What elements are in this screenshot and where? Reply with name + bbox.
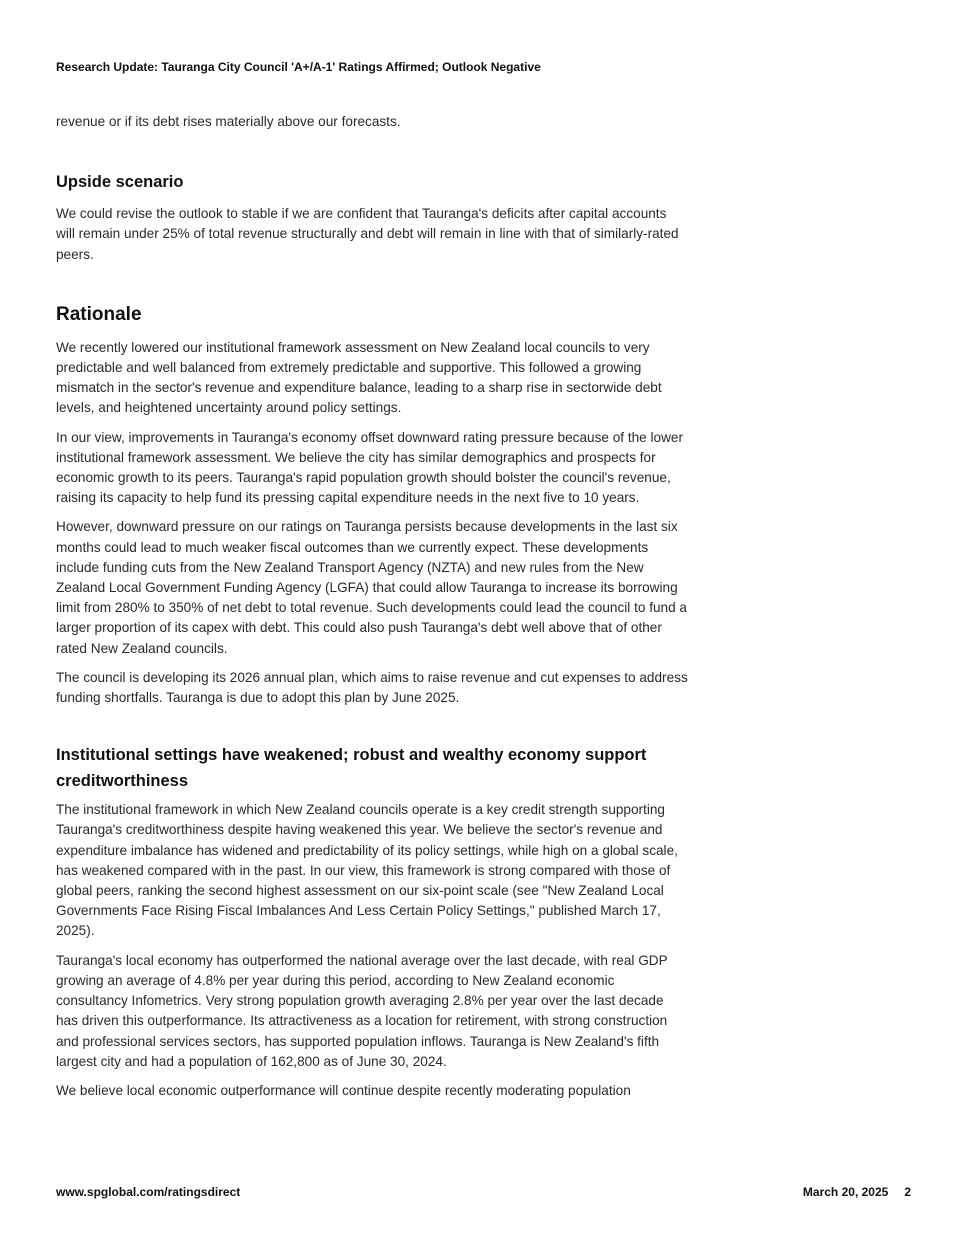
institutional-paragraph: We believe local economic outperformance will continue despite recently moderating population [56,1082,631,1098]
institutional-paragraph: Tauranga's local economy has outperformed the national average over the last decade, with real GDP growing an average of 4.8% per year during this period, according to New Zealand economic consultancy Infometrics. Very strong population growth averaging 2.8% per year over the last decade has driven this outperformance. Its attractiveness as a location for retirement, with strong construction and professional services sectors, has supported population inflows. Tauranga is New Zealand's fifth largest city and had a population of 162,800 as of June 30, 2024. [56,952,668,1069]
institutional-paragraph: The institutional framework in which New Zealand councils operate is a key credit strength supporting Tauranga's creditworthiness despite having weakened this year. We believe the sector's revenue and expenditure imbalance has widened and predictability of its policy settings, while high on a global scale, has weakened compared with in the past. In our view, this framework is strong compared with those of global peers, ranking the second highest assessment on our six-point scale (see "New Zealand Local Governments Face Rising Fiscal Imbalances And Less Certain Policy Settings," published March 17, 2025). [56,802,678,939]
rationale-paragraph: The council is developing its 2026 annual plan, which aims to raise revenue and cut expenses to address funding shortfalls. Tauranga is due to adopt this plan by June 2025. [56,669,688,706]
rationale-paragraph: However, downward pressure on our ratings on Tauranga persists because developments in the last six months could lead to much weaker fiscal outcomes than we currently expect. These developments include funding cuts from the New Zealand Transport Agency (NZTA) and new rules from the New Zealand Local Government Funding Agency (LGFA) that could allow Tauranga to increase its borrowing limit from 280% to 350% of net debt to total revenue. Such developments could lead the council to fund a larger proportion of its capex with debt. This could also push Tauranga's debt well above that of other rated New Zealand councils. [56,519,687,656]
footer-date: March 20, 2025 [802,1185,889,1199]
section-heading-upside: Upside scenario [56,173,184,192]
section-heading-rationale: Rationale [56,303,142,325]
upside-paragraph: We could revise the outlook to stable if we are confident that Tauranga's deficits after capital accounts will remain under 25% of total revenue structurally and debt will remain in line with that of similarly-rated peers. [56,206,679,262]
rationale-paragraph: We recently lowered our institutional framework assessment on New Zealand local councils to very predictable and well balanced from extremely predictable and supportive. This followed a growing mismatch in the sector's revenue and expenditure balance, leading to a sharp rise in sectorwide debt levels, and heightened uncertainty around policy settings. [56,339,662,416]
running-header: Research Update: Tauranga City Council 'A+/A-1' Ratings Affirmed; Outlook Negative [56,60,541,74]
footer-meta [803,1185,911,1199]
page-number: 2 [904,1185,911,1199]
footer-url: www.spglobal.com/ratingsdirect [56,1185,241,1199]
section-heading-institutional: Institutional settings have weakened; robust and wealthy economy support creditworthiness [56,746,647,791]
rationale-paragraph: In our view, improvements in Tauranga's economy offset downward rating pressure because of the lower institutional framework assessment. We believe the city has similar demographics and prospects for economic growth to its peers. Tauranga's rapid population growth should bolster the council's revenue, raising its capacity to help fund its pressing capital expenditure needs in the next five to 10 years. [56,429,683,506]
continued-paragraph: revenue or if its debt rises materially above our forecasts. [56,114,401,129]
document-body [56,112,688,1110]
